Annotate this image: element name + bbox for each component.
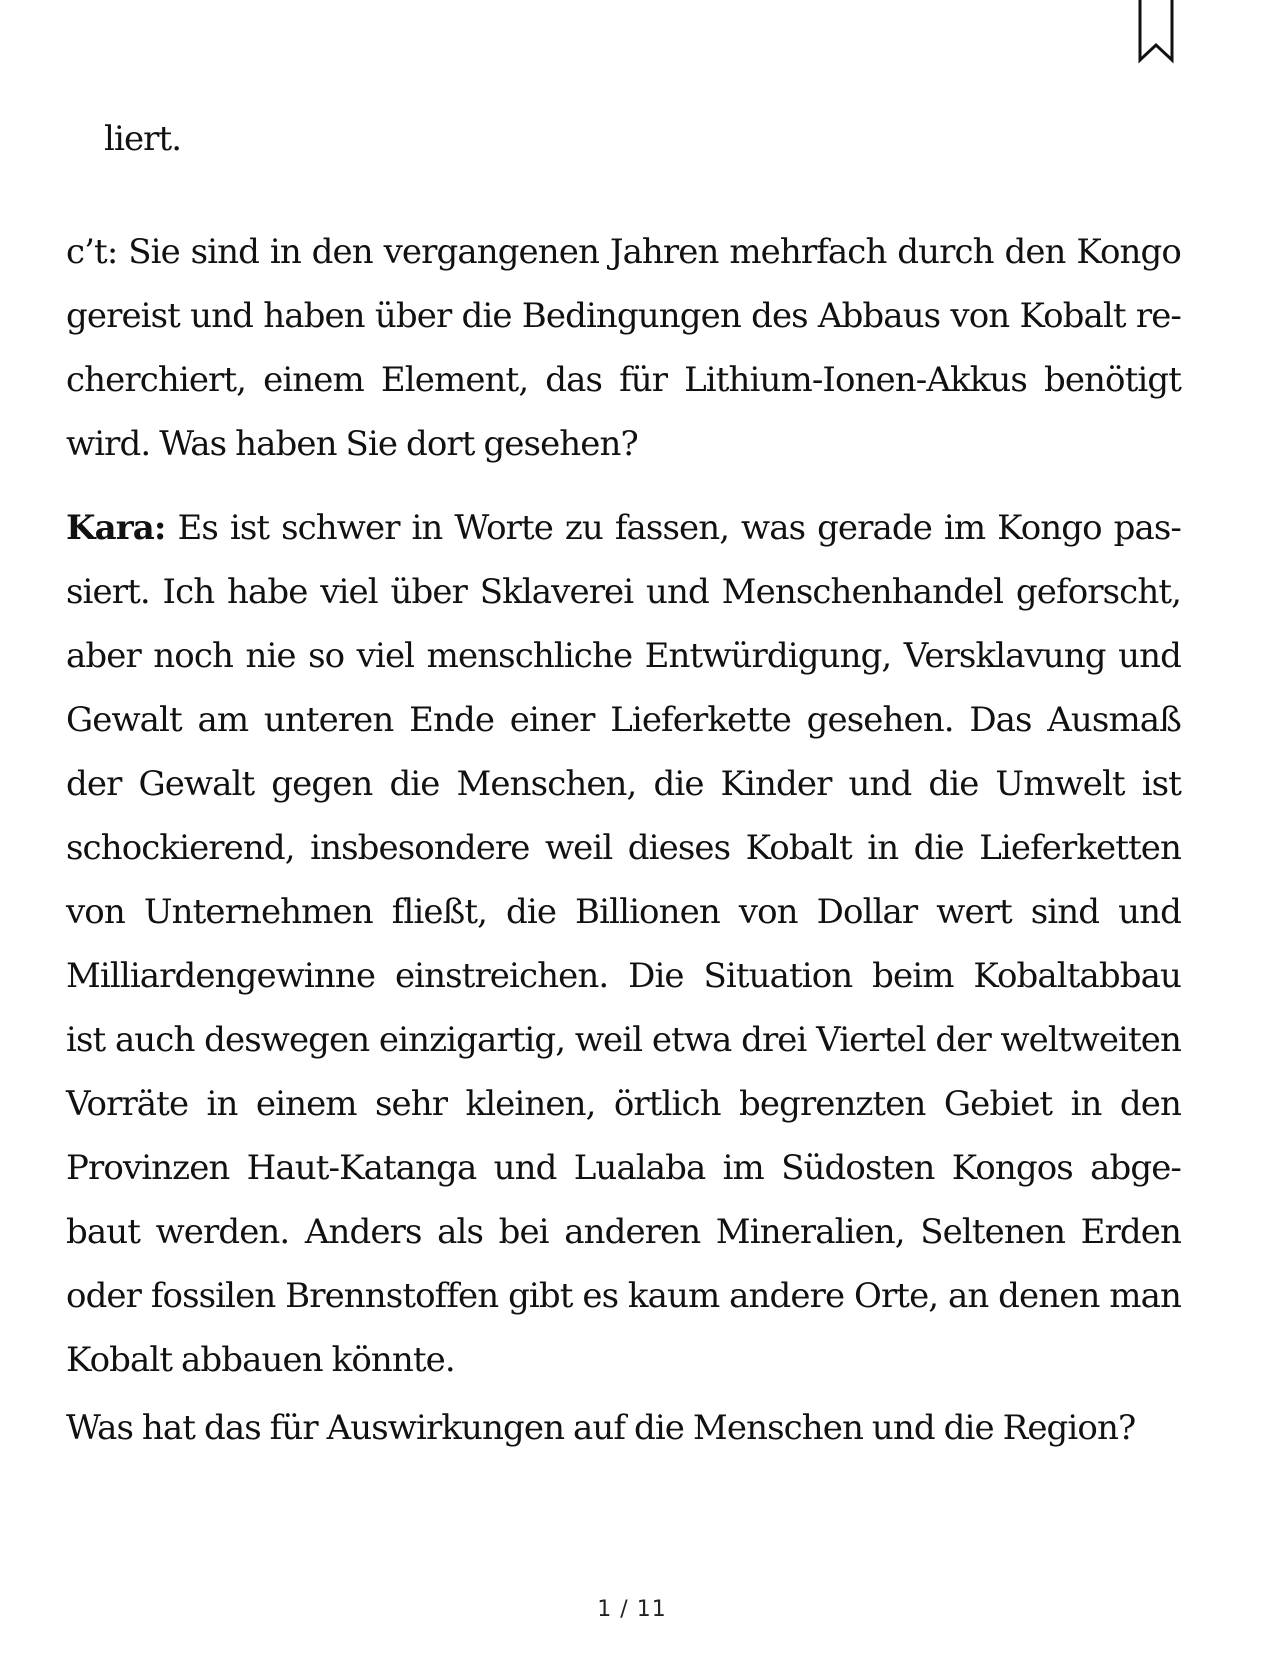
text-line: gereist und haben über die Bedingungen des Abbaus von Kobalt re- <box>66 296 1181 336</box>
bookmark-icon <box>1137 0 1175 68</box>
text-line: wird. Was haben Sie dort gesehen? <box>66 424 638 464</box>
text-line: Vorräte in einem sehr kleinen, örtlich begrenzten Gebiet in den <box>66 1084 1181 1124</box>
bookmark-button[interactable] <box>1137 0 1175 68</box>
text-line: Gewalt am unteren Ende einer Lieferkette gesehen. Das Ausmaß <box>66 700 1181 740</box>
text-line-rest: Es ist schwer in Worte zu fassen, was gerade im Kongo pas- <box>165 508 1181 548</box>
text-line: aber noch nie so viel menschliche Entwürdigung, Versklavung und <box>66 636 1181 676</box>
interview-question-2 <box>66 1396 1181 1460</box>
text-line-first <box>66 496 1181 560</box>
text-line: siert. Ich habe viel über Sklaverei und Menschenhandel geforscht, <box>66 572 1181 612</box>
text-line: cherchiert, einem Element, das für Lithium-Ionen-Akkus benötigt <box>66 360 1181 400</box>
continued-text: liert. <box>104 119 182 159</box>
question-text: Was hat das für Auswirkungen auf die Menschen und die Region? <box>66 1408 1136 1448</box>
interview-answer-1 <box>66 496 1181 1392</box>
text-line: Milliardengewinne einstreichen. Die Situation beim Kobaltabbau <box>66 956 1181 996</box>
text-line: oder fossilen Brennstoffen gibt es kaum andere Orte, an denen man <box>66 1276 1181 1316</box>
text-line: schockierend, insbesondere weil dieses Kobalt in die Lieferketten <box>66 828 1181 868</box>
text-line: Kobalt abbauen könnte. <box>66 1340 455 1380</box>
page-indicator: 1 / 11 <box>597 1597 667 1622</box>
text-line: c’t: Sie sind in den vergangenen Jahren mehrfach durch den Kongo <box>66 232 1181 272</box>
text-line: Provinzen Haut-Katanga und Lualaba im Südosten Kongos abge- <box>66 1148 1181 1188</box>
text-line: von Unternehmen fließt, die Billionen von Dollar wert sind und <box>66 892 1181 932</box>
text-line: ist auch deswegen einzigartig, weil etwa drei Viertel der weltweiten <box>66 1020 1181 1060</box>
text-line: der Gewalt gegen die Menschen, die Kinder und die Umwelt ist <box>66 764 1181 804</box>
interview-question-1 <box>66 220 1181 476</box>
text-line: baut werden. Anders als bei anderen Mineralien, Seltenen Erden <box>66 1212 1181 1252</box>
continued-paragraph <box>104 107 181 171</box>
speaker-name: Kara: <box>66 508 166 548</box>
